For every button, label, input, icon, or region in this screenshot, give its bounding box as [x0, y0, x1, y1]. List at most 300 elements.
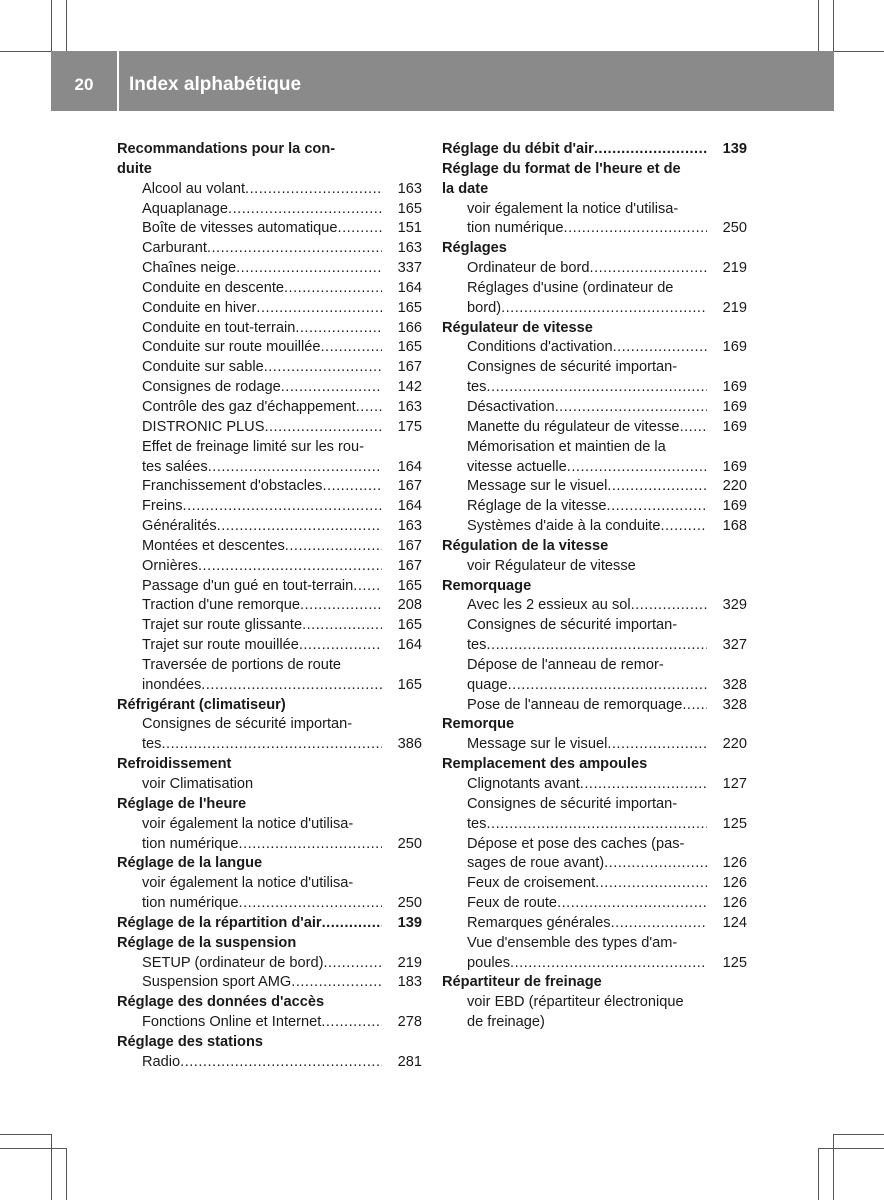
- dot-leader: [208, 458, 382, 478]
- index-column-right: [442, 140, 747, 1033]
- page-ref: 166: [397, 319, 422, 336]
- dot-leader: [613, 338, 707, 358]
- index-subentry: [117, 1053, 422, 1073]
- entry-text: duite: [117, 160, 152, 177]
- index-subentry: [117, 438, 422, 478]
- index-subentry: [117, 517, 422, 537]
- dot-leader: [486, 378, 707, 398]
- index-subentry: [117, 477, 422, 497]
- entry-text: Traction d'une remorque: [142, 597, 300, 614]
- index-line: [142, 537, 422, 557]
- page-ref: 165: [397, 200, 422, 217]
- entry-text: Carburant: [142, 240, 207, 257]
- page-ref: 386: [397, 736, 422, 753]
- entry-text: poules: [467, 954, 511, 971]
- dot-leader: [322, 914, 382, 934]
- index-subentry: [442, 477, 747, 497]
- entry-text: Traversée de portions de route: [142, 656, 342, 673]
- entry-text: Recommandations pour la con-: [117, 141, 336, 157]
- index-subentry: [442, 596, 747, 616]
- index-line: [142, 497, 422, 517]
- index-line: [467, 259, 747, 279]
- index-line: [142, 835, 422, 855]
- page-ref: 250: [397, 895, 422, 912]
- index-subentry: [442, 835, 747, 875]
- index-line: [142, 954, 422, 974]
- dot-leader: [595, 874, 707, 894]
- dot-leader: [486, 815, 707, 835]
- dot-leader: [228, 200, 382, 220]
- entry-text: voir EBD (répartiteur électronique: [467, 994, 684, 1011]
- page-ref: 250: [397, 835, 422, 852]
- index-subentry: [442, 438, 747, 478]
- entry-text: Consignes de sécurité importan-: [467, 617, 678, 634]
- index-heading: [117, 934, 422, 954]
- page-ref: 219: [722, 260, 747, 277]
- index-subentry: [117, 656, 422, 696]
- page-ref: 169: [722, 458, 747, 475]
- entry-text: Message sur le visuel: [467, 478, 608, 495]
- page-ref: 278: [397, 1014, 422, 1031]
- page-ref: 169: [722, 418, 747, 435]
- index-subentry: [117, 616, 422, 636]
- index-subentry: [442, 894, 747, 914]
- entry-text: Conduite sur route mouillée: [142, 339, 321, 356]
- entry-text: vitesse actuelle: [467, 458, 567, 475]
- entry-text: Aquaplanage: [142, 200, 229, 217]
- entry-text: Boîte de vitesses automatique: [142, 220, 338, 237]
- entry-text: de freinage): [467, 1014, 545, 1031]
- index-line: [117, 914, 422, 934]
- page-ref: 329: [722, 597, 747, 614]
- index-line: [467, 954, 747, 974]
- entry-text: voir Climatisation: [142, 776, 254, 792]
- index-subentry: [117, 418, 422, 438]
- dot-leader: [323, 954, 382, 974]
- crop-mark: [818, 1148, 884, 1149]
- entry-text: Avec les 2 essieux au sol: [467, 597, 631, 614]
- entry-text: Régulation de la vitesse: [442, 537, 609, 554]
- entry-text: Refroidissement: [117, 756, 232, 773]
- index-subentry: [117, 378, 422, 398]
- page-ref: 183: [397, 974, 422, 991]
- index-subentry: [117, 1013, 422, 1033]
- dot-leader: [607, 735, 707, 755]
- dot-leader: [682, 696, 707, 716]
- page-ref: 163: [397, 180, 422, 197]
- dot-leader: [256, 299, 382, 319]
- page-ref: 220: [722, 478, 747, 495]
- dot-leader: [486, 636, 707, 656]
- dot-leader: [555, 398, 707, 418]
- entry-text: Remorquage: [442, 577, 532, 594]
- entry-text: Dépose et pose des caches (pas-: [467, 835, 685, 852]
- dot-leader: [607, 477, 707, 497]
- index-subentry: [442, 517, 747, 537]
- index-subentry: [442, 338, 747, 358]
- entry-text: Désactivation: [467, 398, 555, 415]
- entry-text: Consignes de sécurité importan-: [467, 795, 678, 812]
- index-line: [142, 219, 422, 239]
- page-ref: 165: [397, 577, 422, 594]
- entry-text: Consignes de sécurité importan-: [467, 359, 678, 376]
- dot-leader: [594, 140, 707, 160]
- index-line: [142, 338, 422, 358]
- index-subentry: [442, 993, 747, 1033]
- entry-text: Alcool au volant: [142, 180, 246, 197]
- index-subentry: [117, 259, 422, 279]
- index-line: [142, 477, 422, 497]
- dot-leader: [607, 497, 707, 517]
- index-line: [467, 477, 747, 497]
- index-subentry: [442, 200, 747, 240]
- index-line: [142, 557, 422, 577]
- entry-text: tes: [467, 379, 487, 396]
- page-ref: 167: [397, 537, 422, 554]
- dot-leader: [660, 517, 707, 537]
- entry-text: Réglages d'usine (ordinateur de: [467, 279, 674, 296]
- entry-text: Radio: [142, 1053, 181, 1070]
- page-ref: 167: [397, 359, 422, 376]
- entry-text: tes: [467, 815, 487, 832]
- entry-text: Conduite en descente: [142, 279, 284, 296]
- index-line: [142, 458, 422, 478]
- index-line: [467, 299, 747, 319]
- index-heading: [117, 755, 422, 775]
- index-line: [467, 676, 747, 696]
- dot-leader: [322, 477, 382, 497]
- page-ref: 168: [722, 518, 747, 535]
- index-line: [467, 854, 747, 874]
- index-subentry: [117, 398, 422, 418]
- page-ref: 163: [397, 398, 422, 415]
- page-ref: 175: [397, 418, 422, 435]
- page-ref: 164: [397, 458, 422, 475]
- page-ref: 250: [722, 220, 747, 237]
- entry-text: Chaînes neige: [142, 260, 237, 277]
- index-subentry: [117, 973, 422, 993]
- entry-text: Remplacement des ampoules: [442, 756, 648, 773]
- index-heading: [442, 140, 747, 160]
- index-line: [467, 636, 747, 656]
- index-heading: [442, 319, 747, 339]
- entry-text: Conditions d'activation: [467, 339, 613, 356]
- entry-text: tes: [467, 637, 487, 654]
- index-line: [142, 418, 422, 438]
- dot-leader: [557, 894, 707, 914]
- dot-leader: [285, 537, 382, 557]
- index-subentry: [117, 596, 422, 616]
- dot-leader: [201, 676, 382, 696]
- index-line: [142, 378, 422, 398]
- index-line: [142, 894, 422, 914]
- index-subentry: [442, 279, 747, 319]
- index-subentry: [117, 557, 422, 577]
- page-title: Index alphabétique: [129, 74, 302, 95]
- index-subentry: [117, 338, 422, 358]
- dot-leader: [264, 418, 382, 438]
- page-ref: 328: [722, 696, 747, 713]
- entry-text: Réglage de la répartition d'air: [117, 914, 322, 931]
- page-ref: 327: [722, 637, 747, 654]
- entry-text: SETUP (ordinateur de bord): [142, 954, 324, 971]
- entry-text: Réglage des données d'accès: [117, 994, 325, 1011]
- index-subentry: [442, 497, 747, 517]
- index-subentry: [442, 775, 747, 795]
- entry-text: Régulateur de vitesse: [442, 319, 593, 336]
- index-line: [467, 517, 747, 537]
- entry-text: Vue d'ensemble des types d'am-: [467, 934, 678, 951]
- index-line: [467, 596, 747, 616]
- page-ref: 167: [397, 557, 422, 574]
- index-line: [467, 219, 747, 239]
- crop-mark: [833, 1134, 884, 1135]
- page-number: 20: [74, 75, 94, 94]
- page-ref: 151: [397, 220, 422, 237]
- entry-text: Consignes de sécurité importan-: [142, 716, 353, 733]
- entry-text: Effet de freinage limité sur les rou-: [142, 438, 364, 455]
- index-line: [467, 338, 747, 358]
- index-line: [467, 775, 747, 795]
- page-ref: 208: [397, 597, 422, 614]
- dot-leader: [501, 299, 707, 319]
- entry-text: Remorque: [442, 716, 515, 733]
- dot-leader: [239, 894, 382, 914]
- page-ref: 169: [722, 398, 747, 415]
- entry-text: tion numérique: [467, 220, 564, 237]
- entry-text: Réglage de la vitesse: [467, 498, 607, 515]
- index-line: [142, 299, 422, 319]
- index-subentry: [117, 200, 422, 220]
- dot-leader: [183, 497, 382, 517]
- entry-text: Montées et descentes: [142, 537, 285, 554]
- index-line: [467, 874, 747, 894]
- index-subentry: [442, 557, 747, 577]
- entry-text: Passage d'un gué en tout-terrain: [142, 577, 354, 594]
- entry-text: Manette du régulateur de vitesse: [467, 418, 680, 435]
- index-subentry: [117, 497, 422, 517]
- entry-text: Message sur le visuel: [467, 736, 608, 753]
- page-ref: 167: [397, 478, 422, 495]
- entry-text: voir également la notice d'utilisa-: [142, 815, 354, 832]
- index-heading: [117, 140, 422, 180]
- index-line: [142, 259, 422, 279]
- index-line: [142, 517, 422, 537]
- entry-text: Conduite en hiver: [142, 299, 257, 316]
- index-subentry: [442, 795, 747, 835]
- index-subentry: [117, 537, 422, 557]
- page-ref: 142: [397, 379, 422, 396]
- entry-text: Freins: [142, 498, 183, 515]
- crop-mark: [66, 0, 67, 51]
- index-line: [142, 1053, 422, 1073]
- page-ref: 281: [397, 1053, 422, 1070]
- dot-leader: [567, 458, 707, 478]
- page-ref: 163: [397, 518, 422, 535]
- dot-leader: [300, 596, 382, 616]
- entry-text: Réglage des stations: [117, 1033, 263, 1050]
- entry-text: Réglage de l'heure: [117, 795, 247, 812]
- entry-text: Réglage de la suspension: [117, 934, 297, 951]
- entry-text: voir Régulateur de vitesse: [467, 557, 636, 574]
- page-ref: 125: [722, 815, 747, 832]
- entry-text: Conduite sur sable: [142, 359, 264, 376]
- index-line: [467, 735, 747, 755]
- dot-leader: [264, 358, 382, 378]
- entry-text: Conduite en tout-terrain: [142, 319, 296, 336]
- index-heading: [442, 715, 747, 735]
- entry-text: tes: [142, 736, 162, 753]
- entry-text: Clignotants avant: [467, 776, 580, 792]
- entry-text: Suspension sport AMG: [142, 974, 292, 991]
- page-ref: 219: [397, 954, 422, 971]
- dot-leader: [604, 854, 707, 874]
- entry-text: Généralités: [142, 518, 217, 535]
- crop-mark: [51, 1134, 52, 1200]
- entry-text: DISTRONIC PLUS: [142, 418, 265, 435]
- entry-text: Mémorisation et maintien de la: [467, 438, 666, 455]
- index-line: [142, 735, 422, 755]
- page-ref: 165: [397, 676, 422, 693]
- index-subentry: [117, 219, 422, 239]
- crop-mark: [0, 1134, 51, 1135]
- crop-mark: [818, 1148, 819, 1200]
- entry-text: Systèmes d'aide à la conduite: [467, 518, 661, 535]
- index-subentry: [117, 319, 422, 339]
- entry-text: quage: [467, 676, 508, 693]
- dot-leader: [295, 319, 382, 339]
- entry-text: Ornières: [142, 557, 198, 574]
- entry-text: Contrôle des gaz d'échappement: [142, 398, 356, 415]
- index-subentry: [117, 815, 422, 855]
- index-heading: [442, 755, 747, 775]
- dot-leader: [217, 517, 382, 537]
- dot-leader: [321, 1013, 382, 1033]
- dot-leader: [510, 954, 707, 974]
- entry-text: Réglage du format de l'heure et de: [442, 160, 681, 177]
- page-ref: 126: [722, 875, 747, 892]
- index-heading: [442, 973, 747, 993]
- page-ref: 165: [397, 339, 422, 356]
- index-subentry: [117, 954, 422, 974]
- index-line: [142, 200, 422, 220]
- index-subentry: [442, 735, 747, 755]
- page-ref: 164: [397, 637, 422, 654]
- page-ref: 165: [397, 617, 422, 634]
- entry-text: Réglages: [442, 240, 507, 257]
- page-ref: 164: [397, 498, 422, 515]
- dot-leader: [239, 835, 382, 855]
- entry-text: tes salées: [142, 458, 208, 475]
- index-heading: [117, 993, 422, 1013]
- index-line: [142, 239, 422, 259]
- index-heading: [117, 696, 422, 716]
- index-line: [142, 319, 422, 339]
- dot-leader: [320, 338, 382, 358]
- index-subentry: [442, 418, 747, 438]
- crop-mark: [51, 0, 52, 51]
- entry-text: Trajet sur route mouillée: [142, 637, 299, 654]
- index-line: [142, 398, 422, 418]
- index-heading: [442, 537, 747, 557]
- page-ref: 169: [722, 379, 747, 396]
- entry-text: Réfrigérant (climatiseur): [117, 696, 286, 713]
- header-divider: [117, 51, 119, 111]
- index-heading: [117, 914, 422, 934]
- page-ref: 126: [722, 895, 747, 912]
- index-subentry: [442, 914, 747, 934]
- index-line: [467, 497, 747, 517]
- index-heading: [442, 239, 747, 259]
- index-subentry: [442, 358, 747, 398]
- page-ref: 328: [722, 676, 747, 693]
- index-subentry: [442, 616, 747, 656]
- index-line: [142, 358, 422, 378]
- index-subentry: [117, 279, 422, 299]
- index-heading: [442, 160, 747, 200]
- index-heading: [117, 1033, 422, 1053]
- dot-leader: [680, 418, 707, 438]
- dot-leader: [580, 775, 707, 795]
- page-ref: 163: [397, 240, 422, 257]
- dot-leader: [161, 735, 382, 755]
- crop-mark: [833, 1134, 834, 1200]
- entry-text: Feux de croisement: [467, 875, 596, 892]
- index-line: [467, 914, 747, 934]
- crop-mark: [66, 1148, 67, 1200]
- index-subentry: [442, 934, 747, 974]
- entry-text: Réglage de la langue: [117, 855, 263, 872]
- index-heading: [117, 795, 422, 815]
- dot-leader: [338, 219, 382, 239]
- page-ref: 124: [722, 914, 747, 931]
- index-subentry: [442, 398, 747, 418]
- page-ref: 165: [397, 299, 422, 316]
- index-line: [142, 596, 422, 616]
- index-subentry: [117, 239, 422, 259]
- dot-leader: [291, 973, 382, 993]
- index-line: [467, 894, 747, 914]
- index-subentry: [442, 259, 747, 279]
- index-subentry: [442, 874, 747, 894]
- index-subentry: [442, 696, 747, 716]
- entry-text: voir également la notice d'utilisa-: [467, 200, 679, 217]
- dot-leader: [356, 398, 382, 418]
- entry-text: inondées: [142, 676, 202, 693]
- index-subentry: [117, 636, 422, 656]
- page-ref: 139: [397, 914, 422, 931]
- dot-leader: [281, 378, 382, 398]
- entry-text: tion numérique: [142, 895, 239, 912]
- entry-text: voir également la notice d'utilisa-: [142, 875, 354, 892]
- index-subentry: [117, 577, 422, 597]
- crop-mark: [818, 0, 819, 51]
- index-subentry: [442, 656, 747, 696]
- entry-text: la date: [442, 180, 489, 197]
- page-ref: 126: [722, 855, 747, 872]
- page-ref: 220: [722, 736, 747, 753]
- entry-text: Franchissement d'obstacles: [142, 478, 323, 495]
- dot-leader: [590, 259, 707, 279]
- dot-leader: [508, 676, 707, 696]
- index-subentry: [117, 299, 422, 319]
- index-subentry: [117, 358, 422, 378]
- index-subentry: [117, 874, 422, 914]
- entry-text: Dépose de l'anneau de remor-: [467, 656, 664, 673]
- dot-leader: [611, 914, 707, 934]
- dot-leader: [198, 557, 382, 577]
- index-line: [142, 616, 422, 636]
